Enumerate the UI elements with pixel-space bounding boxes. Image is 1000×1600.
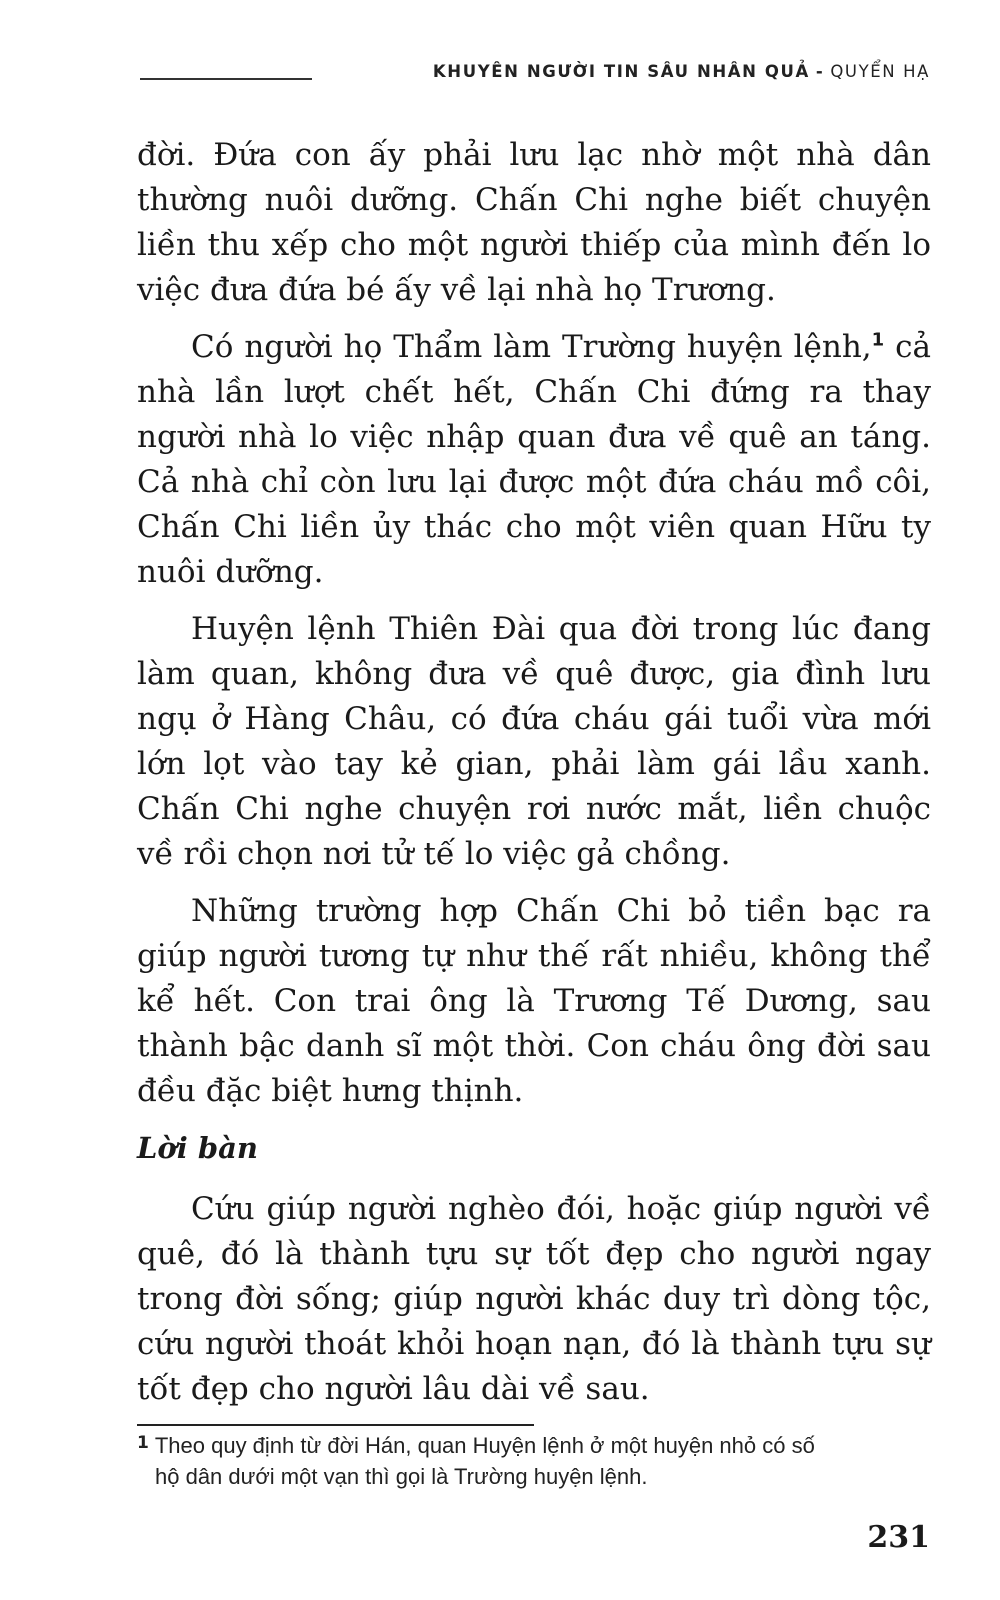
paragraph-2-end: cả nhà lần lượt chết hết, Chấn Chi đứng ra thay người nhà lo việc nhập quan đưa về quê an táng. Cả nhà chỉ còn lưu lại được một đứa cháu mồ côi, Chấn Chi liền ủy thác cho một viên quan Hữu ty nuôi dưỡng. — [137, 329, 931, 590]
header-text — [433, 62, 930, 81]
footnote-line-1: Theo quy định từ đời Hán, quan Huyện lệnh ở một huyện nhỏ có số — [154, 1433, 815, 1458]
header-separator: - — [815, 62, 825, 81]
paragraph-2-start: Có người họ Thẩm làm Trường huyện lệnh, — [191, 329, 872, 365]
paragraph-1: đời. Đứa con ấy phải lưu lạc nhờ một nhà dân thường nuôi dưỡng. Chấn Chi nghe biết chuyện liền thu xếp cho một người thiếp của mình đến lo việc đưa đứa bé ấy về lại nhà họ Trương. — [137, 137, 931, 308]
body-text — [137, 133, 931, 1424]
paragraph-3: Huyện lệnh Thiên Đài qua đời trong lúc đang làm quan, không đưa về quê được, gia đình lưu ngụ ở Hàng Châu, có đứa cháu gái tuổi vừa mới lớn lọt vào tay kẻ gian, phải làm gái lầu xanh. Chấn Chi nghe chuyện rơi nước mắt, liền chuộc về rồi chọn nơi tử tế lo việc gả chồng. — [137, 611, 931, 872]
paragraph-4: Những trường hợp Chấn Chi bỏ tiền bạc ra giúp người tương tự như thế rất nhiều, không thể kể hết. Con trai ông là Trương Tế Dương, sau thành bậc danh sĩ một thời. Con cháu ông đời sau đều đặc biệt hưng thịnh. — [137, 893, 931, 1109]
footnote-number: 1 — [137, 1433, 149, 1453]
running-header — [140, 62, 930, 92]
footnote-rule — [137, 1424, 534, 1426]
page-number: 231 — [867, 1520, 930, 1555]
footnote-reference[interactable]: 1 — [871, 329, 885, 351]
footnote — [137, 1430, 931, 1492]
footnote-line-2: hộ dân dưới một vạn thì gọi là Trường huyện lệnh. — [155, 1464, 648, 1489]
commentary-paragraph: Cứu giúp người nghèo đói, hoặc giúp người về quê, đó là thành tựu sự tốt đẹp cho người ngay trong đời sống; giúp người khác duy trì dòng tộc, cứu người thoát khỏi hoạn nạn, đó là thành tựu sự tốt đẹp cho người lâu dài về sau. — [137, 1191, 931, 1407]
volume-label: QUYỂN HẠ — [830, 62, 930, 81]
header-rule — [140, 78, 312, 80]
section-heading: Lời bàn — [137, 1131, 258, 1165]
paragraph-2 — [137, 325, 931, 595]
book-title: KHUYÊN NGƯỜI TIN SÂU NHÂN QUẢ — [432, 62, 810, 81]
